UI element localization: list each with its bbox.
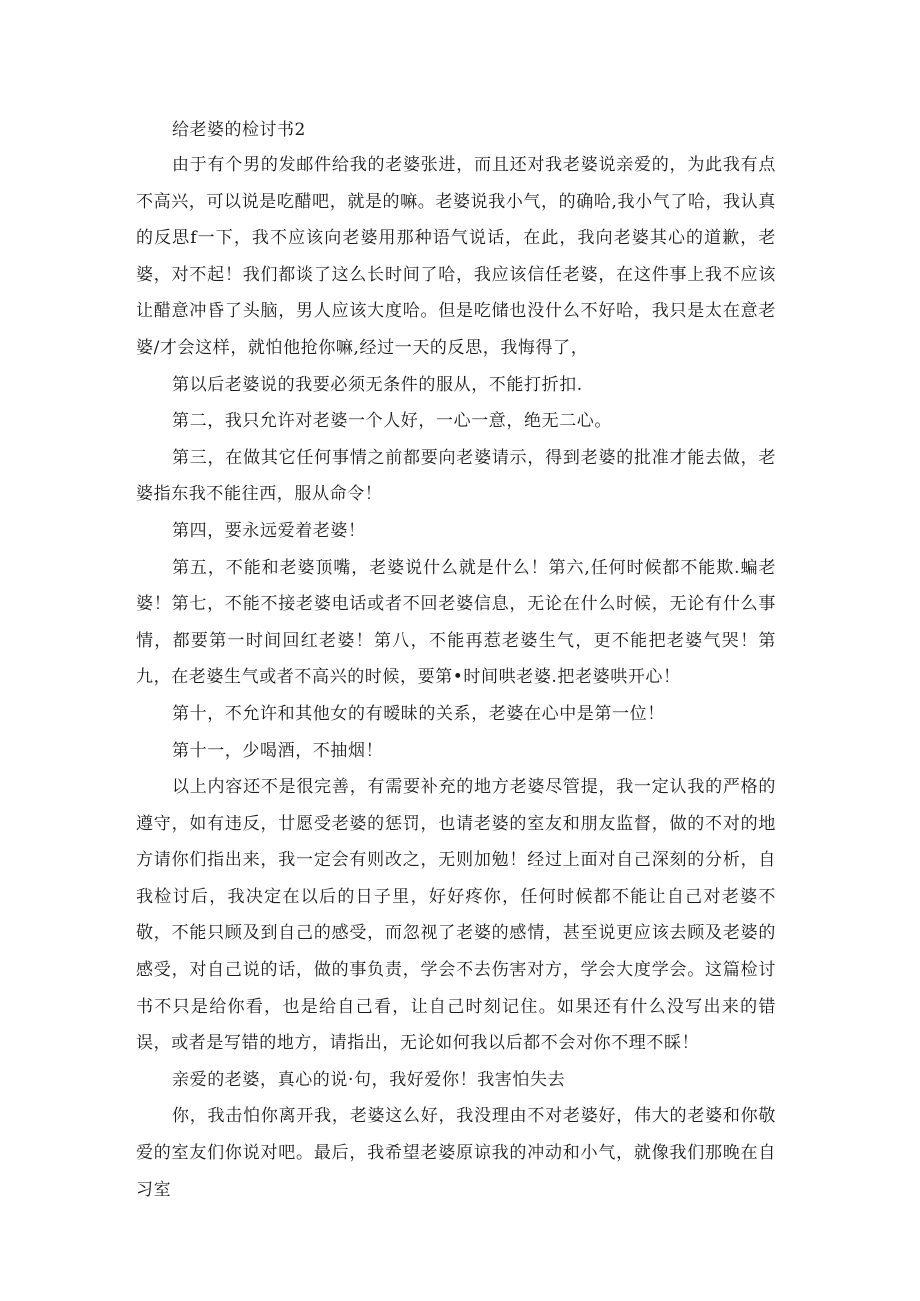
paragraph-declaration: 亲爱的老婆，真心的说·句，我好爱你！我害怕失去	[172, 1069, 566, 1090]
paragraph-rule-third: 第三，在做其它任何事情之前都要向老婆请示，得到老婆的批准才能去做，老婆指东我不能往西，服从命令！	[136, 447, 776, 505]
paragraph-rules-fifth-to-ninth: 第五，不能和老婆顶嘴，老婆说什么就是什么！第六,任何时候都不能欺.蝙老婆！第七，不能不接老婆电话或者不回老婆信息，无论在什么时候，无论有什么事情，都要第一时间回红老婆！第八，不能再惹老婆生气，更不能把老婆气哭！第九，在老婆生气或者不高兴的时候，要第•时间哄老婆.把老婆哄开心！	[136, 557, 776, 688]
paragraph-reason: 由于有个男的发邮件给我的老婆张进，而且还对我老婆说亲爱的，为此我有点不高兴，可以说是吃醋吧，就是的嘛。老婆说我小气，的确哈,我小气了哈，我认真的反思f一下，我不应该向老婆用那种语气说话，在此，我向老婆其心的道歉，老婆，对不起！我们都谈了这么长时间了哈，我应该信任老婆，在这件事上我不应该让醋意冲昏了头脑，男人应该大度哈。但是吃储也没什么不好哈，我只是太在意老婆/才会这样，就怕他抢你嘛,经过一天的反思，我悔得了，	[136, 155, 776, 358]
paragraph-rule-second: 第二，我只允许对老婆一个人好，一心一意，绝无二心。	[172, 411, 612, 432]
document-title: 给老婆的检讨书2	[172, 120, 306, 140]
paragraph-rule-eleventh: 第十一，少喝酒，不抽烟！	[172, 740, 384, 761]
paragraph-rule-fourth: 第四，要永远爱着老婆！	[172, 520, 366, 541]
paragraph-summary: 以上内容还不是很完善，有需要补充的地方老婆尽管提，我一定认我的严格的遵守，如有违反，廿愿受老婆的惩罚，也请老婆的室友和朋友监督，做的不对的地方请你们指出来，我一定会有则改之，无则加勉！经过上面对自己深刻的分析，自我检讨后，我决定在以后的日子里，好好疼你，任何时候都不能让自己对老婆不敬，不能只顾及到自己的感受，而忽视了老婆的感情，甚至说更应该去顾及老婆的感受，对自己说的话，做的事负责，学会不去伤害对方，学会大度学会。这篇检讨书不只是给你看，也是给自己看，让自己时刻记住。如果还有什么没写出来的错误，或者是写错的地方，请指出，无论如何我以后都不会对你不理不睬！	[136, 777, 776, 1054]
document-page	[136, 113, 776, 1208]
paragraph-rule-tenth: 第十，不允许和其他女的有暧昧的关系，老婆在心中是第一位！	[172, 703, 665, 724]
paragraph-rule-first: 第以后老婆说的我要必须无条件的服从，不能打折扣.	[172, 374, 583, 395]
paragraph-closing: 你，我击怕你离开我，老婆这么好，我没理由不对老婆好，伟大的老婆和你敬爱的室友们你说对吧。最后，我希望老婆原谅我的冲动和小气，就像我们那晚在自习室	[136, 1106, 776, 1200]
